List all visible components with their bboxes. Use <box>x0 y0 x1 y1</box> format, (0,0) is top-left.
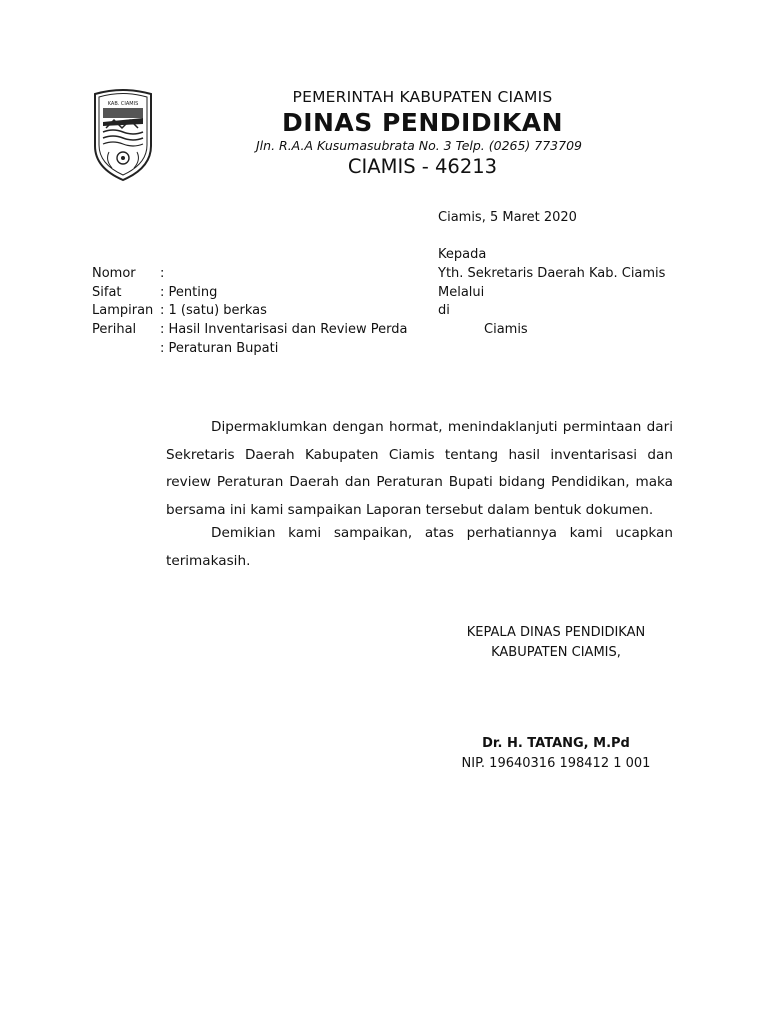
department-city: CIAMIS - 46213 <box>347 155 498 178</box>
signatory-title-1: KEPALA DINAS PENDIDIKAN <box>466 625 646 640</box>
signatory-nip: NIP. 19640316 198412 1 001 <box>461 756 651 771</box>
recipient-name: Yth. Sekretaris Daerah Kab. Ciamis <box>438 266 666 281</box>
sifat-value: : Penting <box>160 285 218 300</box>
institution-name: PEMERINTAH KABUPATEN CIAMIS <box>292 88 553 106</box>
sifat-label: Sifat <box>92 285 122 300</box>
recipient-kepada: Kepada <box>438 247 487 262</box>
emblem-text: KAB. CIAMIS <box>107 101 139 107</box>
department-name: DINAS PENDIDIKAN <box>281 108 564 137</box>
body-paragraph-2: Demikian kami sampaikan, atas perhatiannya kami ucapkan terimakasih. <box>166 525 673 569</box>
perihal-value-2: : Peraturan Bupati <box>160 341 279 356</box>
department-address: Jln. R.A.A Kusumasubrata No. 3 Telp. (0265) 773709 <box>256 138 582 153</box>
recipient-melalui: Melalui <box>438 285 485 300</box>
signatory-title-2: KABUPATEN CIAMIS, <box>491 645 621 660</box>
recipient-di: di <box>438 303 450 318</box>
lampiran-label: Lampiran <box>92 303 154 318</box>
body-paragraph-1: Dipermaklumkan dengan hormat, menindaklanjuti permintaan dari Sekretaris Daerah Kabupaten Ciamis tentang hasil inventarisasi dan review Peraturan Daerah dan Peraturan Bupati bidang Pendidikan, maka bersama ini kami sampaikan Laporan tersebut dalam bentuk dokumen. <box>166 419 673 518</box>
perihal-value: : Hasil Inventarisasi dan Review Perda <box>160 322 408 337</box>
recipient-city: Ciamis <box>484 322 528 337</box>
nomor-value: : <box>160 266 165 281</box>
letter-date: Ciamis, 5 Maret 2020 <box>438 210 577 225</box>
signatory-name: Dr. H. TATANG, M.Pd <box>482 736 630 751</box>
lampiran-value: : 1 (satu) berkas <box>160 303 267 318</box>
perihal-label: Perihal <box>92 322 137 337</box>
nomor-label: Nomor <box>92 266 136 281</box>
